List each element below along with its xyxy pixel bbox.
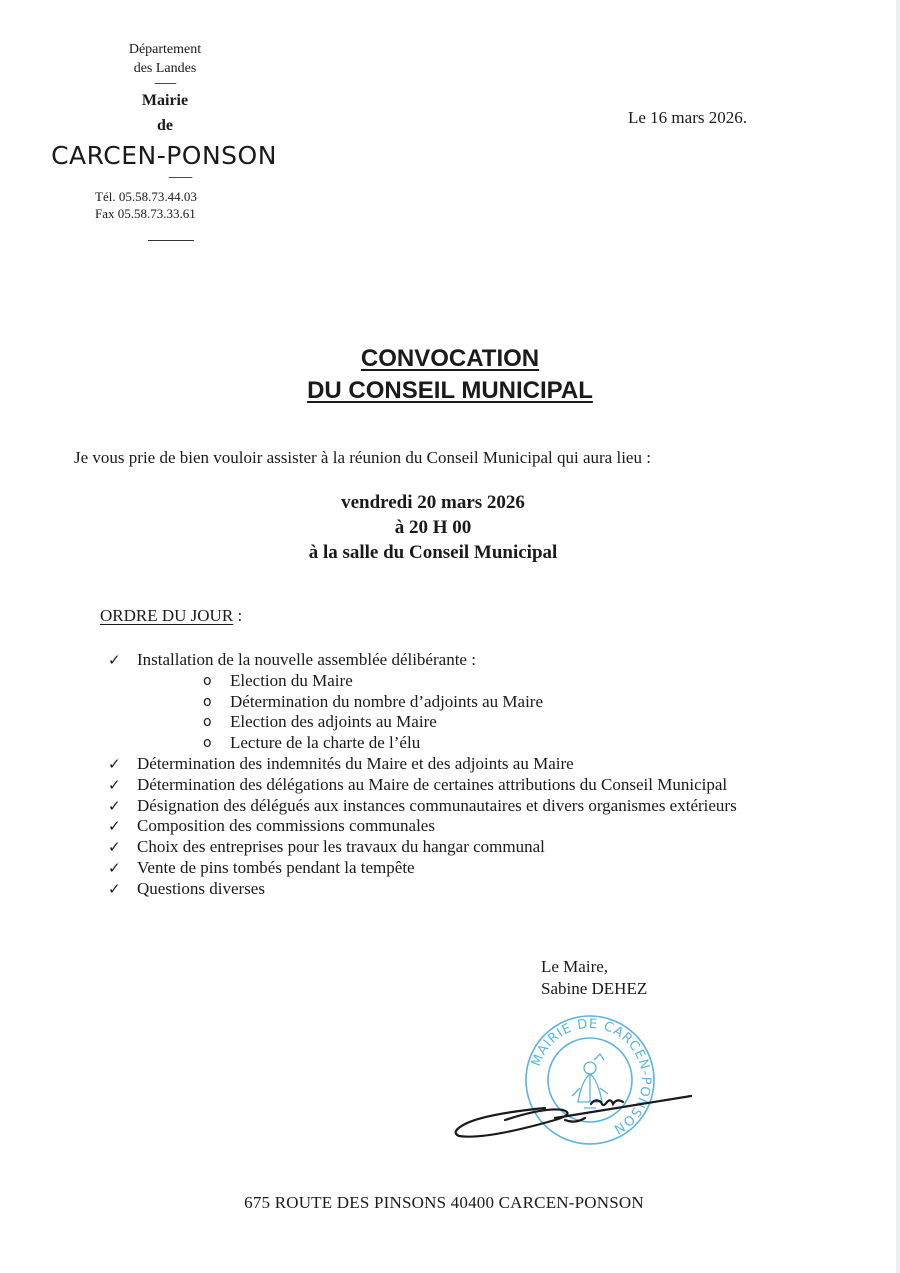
- check-icon: ✓: [108, 796, 121, 815]
- sub-list-item: [108, 671, 737, 692]
- signatory-name: Sabine DEHEZ: [541, 979, 648, 998]
- department-label: Département: [128, 42, 202, 57]
- footer-address: 675 ROUTE DES PINSONS 40400 CARCEN-PONSON: [244, 1193, 644, 1212]
- sub-item-text: Election du Maire: [230, 670, 353, 690]
- check-icon: ✓: [108, 879, 121, 898]
- sub-item-text: Détermination du nombre d’adjoints au Maire: [230, 691, 543, 711]
- list-item: [108, 816, 737, 837]
- circle-bullet-icon: o: [203, 714, 212, 731]
- document-title: [0, 343, 900, 407]
- check-icon: ✓: [108, 817, 121, 836]
- agenda-item-text: Désignation des délégués aux instances communautaires et divers organismes extérieurs: [137, 795, 737, 815]
- title-line-1: CONVOCATION: [360, 345, 540, 372]
- meeting-day: vendredi 20 mars 2026: [341, 492, 525, 513]
- list-item: [108, 858, 737, 879]
- agenda-heading-colon: :: [233, 606, 243, 625]
- agenda-item-text: Composition des commissions communales: [137, 816, 435, 836]
- list-item: [108, 775, 737, 796]
- divider-dashes: --------: [154, 77, 176, 89]
- agenda-item-text: Détermination des indemnités du Maire et des adjoints au Maire: [137, 753, 574, 773]
- meeting-place: à la salle du Conseil Municipal: [308, 542, 558, 563]
- signatory-role: Le Maire,: [541, 957, 609, 976]
- check-icon: ✓: [108, 838, 121, 857]
- meeting-details: [0, 490, 866, 565]
- sub-item-text: Election des adjoints au Maire: [230, 712, 437, 732]
- meeting-time: à 20 H 00: [394, 517, 472, 538]
- circle-bullet-icon: o: [203, 735, 212, 752]
- list-item: [108, 796, 737, 817]
- sub-list-item: [108, 692, 737, 713]
- check-icon: ✓: [108, 754, 121, 773]
- de-label: de: [157, 117, 173, 134]
- sub-item-text: Lecture de la charte de l’élu: [230, 733, 421, 753]
- circle-bullet-icon: o: [203, 672, 212, 689]
- check-icon: ✓: [108, 858, 121, 877]
- circle-bullet-icon: o: [203, 693, 212, 710]
- list-item: [108, 879, 737, 900]
- agenda-item-text: Vente de pins tombés pendant la tempête: [137, 857, 415, 877]
- list-item: [108, 650, 737, 671]
- agenda-item-text: Installation de la nouvelle assemblée délibérante :: [137, 650, 476, 669]
- phone-number: Tél. 05.58.73.44.03: [95, 189, 197, 204]
- agenda-heading-text: ORDRE DU JOUR: [100, 606, 234, 625]
- agenda-item-text: Choix des entreprises pour les travaux du hangar communal: [137, 837, 545, 857]
- commune-name: CARCEN-PONSON: [51, 141, 277, 170]
- check-icon: ✓: [108, 775, 121, 794]
- sub-list-item: [108, 733, 737, 754]
- agenda-item-text: Questions diverses: [137, 878, 265, 898]
- title-line-2: DU CONSEIL MUNICIPAL: [307, 377, 593, 404]
- letter-date: Le 16 mars 2026.: [628, 108, 747, 127]
- divider-dashes-small: ----------: [168, 172, 192, 183]
- page-edge: [896, 0, 900, 1273]
- stamp-text: MAIRIE DE CARCEN-PONSON: [529, 1016, 654, 1137]
- check-icon: ✓: [108, 651, 121, 669]
- signature-block: [541, 956, 647, 1000]
- intro-paragraph: Je vous prie de bien vouloir assister à la réunion du Conseil Municipal qui aura lieu :: [74, 448, 651, 467]
- handwritten-signature: [445, 1080, 705, 1150]
- agenda-item-text: Détermination des délégations au Maire de certaines attributions du Conseil Municipal: [137, 774, 728, 794]
- letterhead-rule: [148, 240, 194, 241]
- fax-number: Fax 05.58.73.33.61: [95, 206, 196, 221]
- agenda-heading: [100, 606, 242, 626]
- agenda-list: [108, 650, 737, 900]
- letterhead: [40, 40, 290, 241]
- sub-list-item: [108, 712, 737, 733]
- list-item: [108, 837, 737, 858]
- mairie-label: Mairie: [141, 92, 189, 109]
- region-label: des Landes: [133, 61, 197, 76]
- list-item: [108, 754, 737, 775]
